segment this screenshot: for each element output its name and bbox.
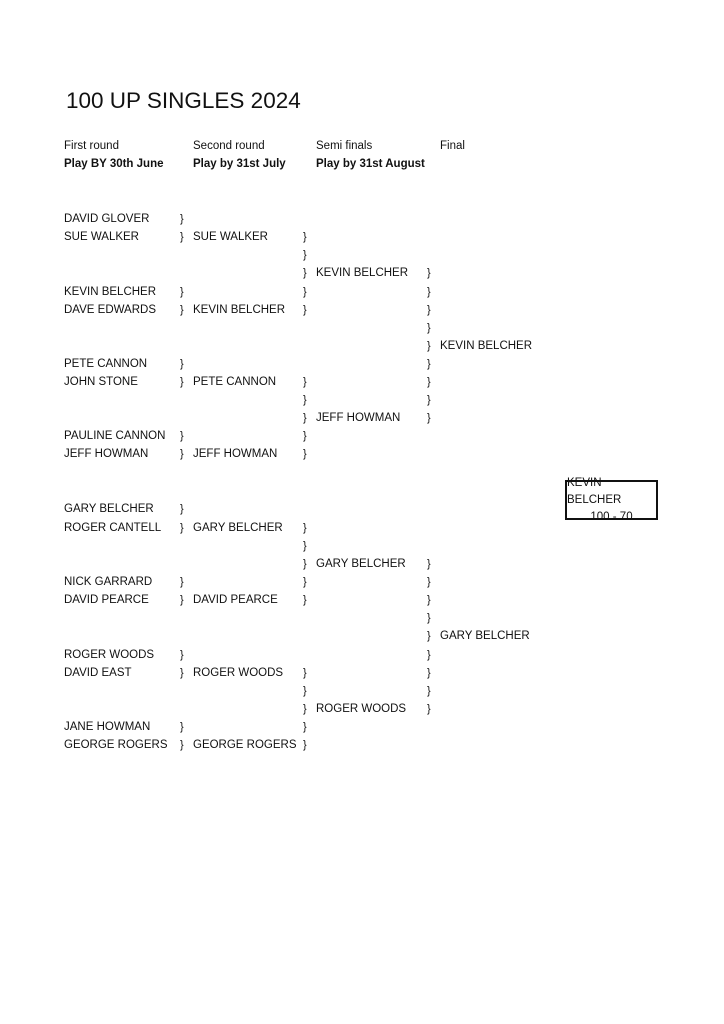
first-round-player: ROGER WOODS bbox=[64, 649, 155, 661]
bracket-brace: } bbox=[180, 304, 184, 316]
bracket-brace: } bbox=[303, 249, 307, 261]
bracket-brace: } bbox=[427, 612, 431, 624]
first-round-player: KEVIN BELCHER bbox=[64, 286, 157, 298]
second-round-player: DAVID PEARCE bbox=[193, 594, 278, 606]
bracket-brace: } bbox=[180, 649, 184, 661]
bracket-brace: } bbox=[303, 667, 307, 679]
bracket-brace: } bbox=[180, 721, 184, 733]
bracket-brace: } bbox=[427, 340, 431, 352]
first-round-player: DAVID PEARCE bbox=[64, 594, 149, 606]
bracket-brace: } bbox=[427, 594, 431, 606]
bracket-brace: } bbox=[427, 267, 431, 279]
second-round-player: KEVIN BELCHER bbox=[193, 304, 286, 316]
bracket-brace: } bbox=[303, 558, 307, 570]
bracket-brace: } bbox=[427, 703, 431, 715]
final-player: KEVIN BELCHER bbox=[440, 340, 533, 352]
bracket-brace: } bbox=[303, 685, 307, 697]
winner-box bbox=[565, 476, 658, 523]
bracket-brace: } bbox=[180, 503, 184, 515]
first-round-player: JEFF HOWMAN bbox=[64, 448, 149, 460]
bracket-brace: } bbox=[427, 304, 431, 316]
bracket-brace: } bbox=[427, 394, 431, 406]
bracket-brace: } bbox=[180, 376, 184, 388]
bracket-brace: } bbox=[303, 304, 307, 316]
bracket-brace: } bbox=[180, 448, 184, 460]
bracket-brace: } bbox=[303, 522, 307, 534]
semi-final-player: KEVIN BELCHER bbox=[316, 267, 409, 279]
semi-final-player: GARY BELCHER bbox=[316, 558, 406, 570]
page-title: 100 UP SINGLES 2024 bbox=[66, 88, 301, 113]
bracket-brace: } bbox=[180, 739, 184, 751]
first-round-player: PAULINE CANNON bbox=[64, 430, 166, 442]
first-round-player: GARY BELCHER bbox=[64, 503, 154, 515]
second-round-player: ROGER WOODS bbox=[193, 667, 284, 679]
header-semi-finals: Semi finals bbox=[316, 140, 373, 152]
second-round-player: GEORGE ROGERS bbox=[193, 739, 297, 751]
bracket-brace: } bbox=[180, 358, 184, 370]
bracket-brace: } bbox=[180, 522, 184, 534]
bracket-brace: } bbox=[427, 286, 431, 298]
deadline-second-round: Play by 31st July bbox=[193, 158, 286, 170]
first-round-player: DAVID GLOVER bbox=[64, 213, 150, 225]
first-round-player: PETE CANNON bbox=[64, 358, 148, 370]
final-player: GARY BELCHER bbox=[440, 630, 530, 642]
bracket-brace: } bbox=[427, 649, 431, 661]
bracket-brace: } bbox=[427, 576, 431, 588]
first-round-player: JANE HOWMAN bbox=[64, 721, 151, 733]
bracket-brace: } bbox=[303, 703, 307, 715]
bracket-brace: } bbox=[180, 430, 184, 442]
bracket-brace: } bbox=[427, 322, 431, 334]
header-first-round: First round bbox=[64, 140, 119, 152]
first-round-player: NICK GARRARD bbox=[64, 576, 153, 588]
deadline-semi-finals: Play by 31st August bbox=[316, 158, 425, 170]
bracket-brace: } bbox=[180, 231, 184, 243]
bracket-brace: } bbox=[303, 576, 307, 588]
first-round-player: DAVE EDWARDS bbox=[64, 304, 157, 316]
semi-final-player: ROGER WOODS bbox=[316, 703, 407, 715]
bracket-brace: } bbox=[303, 376, 307, 388]
bracket-brace: } bbox=[427, 558, 431, 570]
second-round-player: GARY BELCHER bbox=[193, 522, 283, 534]
bracket-brace: } bbox=[303, 394, 307, 406]
deadline-first-round: Play BY 30th June bbox=[64, 158, 164, 170]
bracket-brace: } bbox=[427, 412, 431, 424]
bracket-brace: } bbox=[303, 412, 307, 424]
bracket-brace: } bbox=[303, 594, 307, 606]
header-final: Final bbox=[440, 140, 465, 152]
bracket-brace: } bbox=[180, 667, 184, 679]
bracket-brace: } bbox=[303, 448, 307, 460]
bracket-brace: } bbox=[303, 739, 307, 751]
first-round-player: DAVID EAST bbox=[64, 667, 132, 679]
bracket-brace: } bbox=[303, 721, 307, 733]
bracket-brace: } bbox=[180, 286, 184, 298]
bracket-brace: } bbox=[427, 358, 431, 370]
first-round-player: JOHN STONE bbox=[64, 376, 138, 388]
bracket-brace: } bbox=[427, 376, 431, 388]
second-round-player: PETE CANNON bbox=[193, 376, 277, 388]
bracket-brace: } bbox=[427, 667, 431, 679]
first-round-player: ROGER CANTELL bbox=[64, 522, 162, 534]
first-round-player: SUE WALKER bbox=[64, 231, 139, 243]
second-round-player: JEFF HOWMAN bbox=[193, 448, 278, 460]
bracket-brace: } bbox=[180, 576, 184, 588]
bracket-brace: } bbox=[303, 286, 307, 298]
winner-name: KEVIN BELCHER bbox=[567, 476, 622, 506]
winner-score: 100 - 70 bbox=[590, 510, 633, 523]
semi-final-player: JEFF HOWMAN bbox=[316, 412, 401, 424]
bracket-brace: } bbox=[180, 594, 184, 606]
header-second-round: Second round bbox=[193, 140, 265, 152]
bracket-brace: } bbox=[427, 630, 431, 642]
bracket-brace: } bbox=[427, 685, 431, 697]
bracket-brace: } bbox=[303, 540, 307, 552]
second-round-player: SUE WALKER bbox=[193, 231, 268, 243]
bracket-brace: } bbox=[303, 231, 307, 243]
bracket-brace: } bbox=[303, 267, 307, 279]
first-round-player: GEORGE ROGERS bbox=[64, 739, 168, 751]
bracket-brace: } bbox=[303, 430, 307, 442]
bracket-brace: } bbox=[180, 213, 184, 225]
